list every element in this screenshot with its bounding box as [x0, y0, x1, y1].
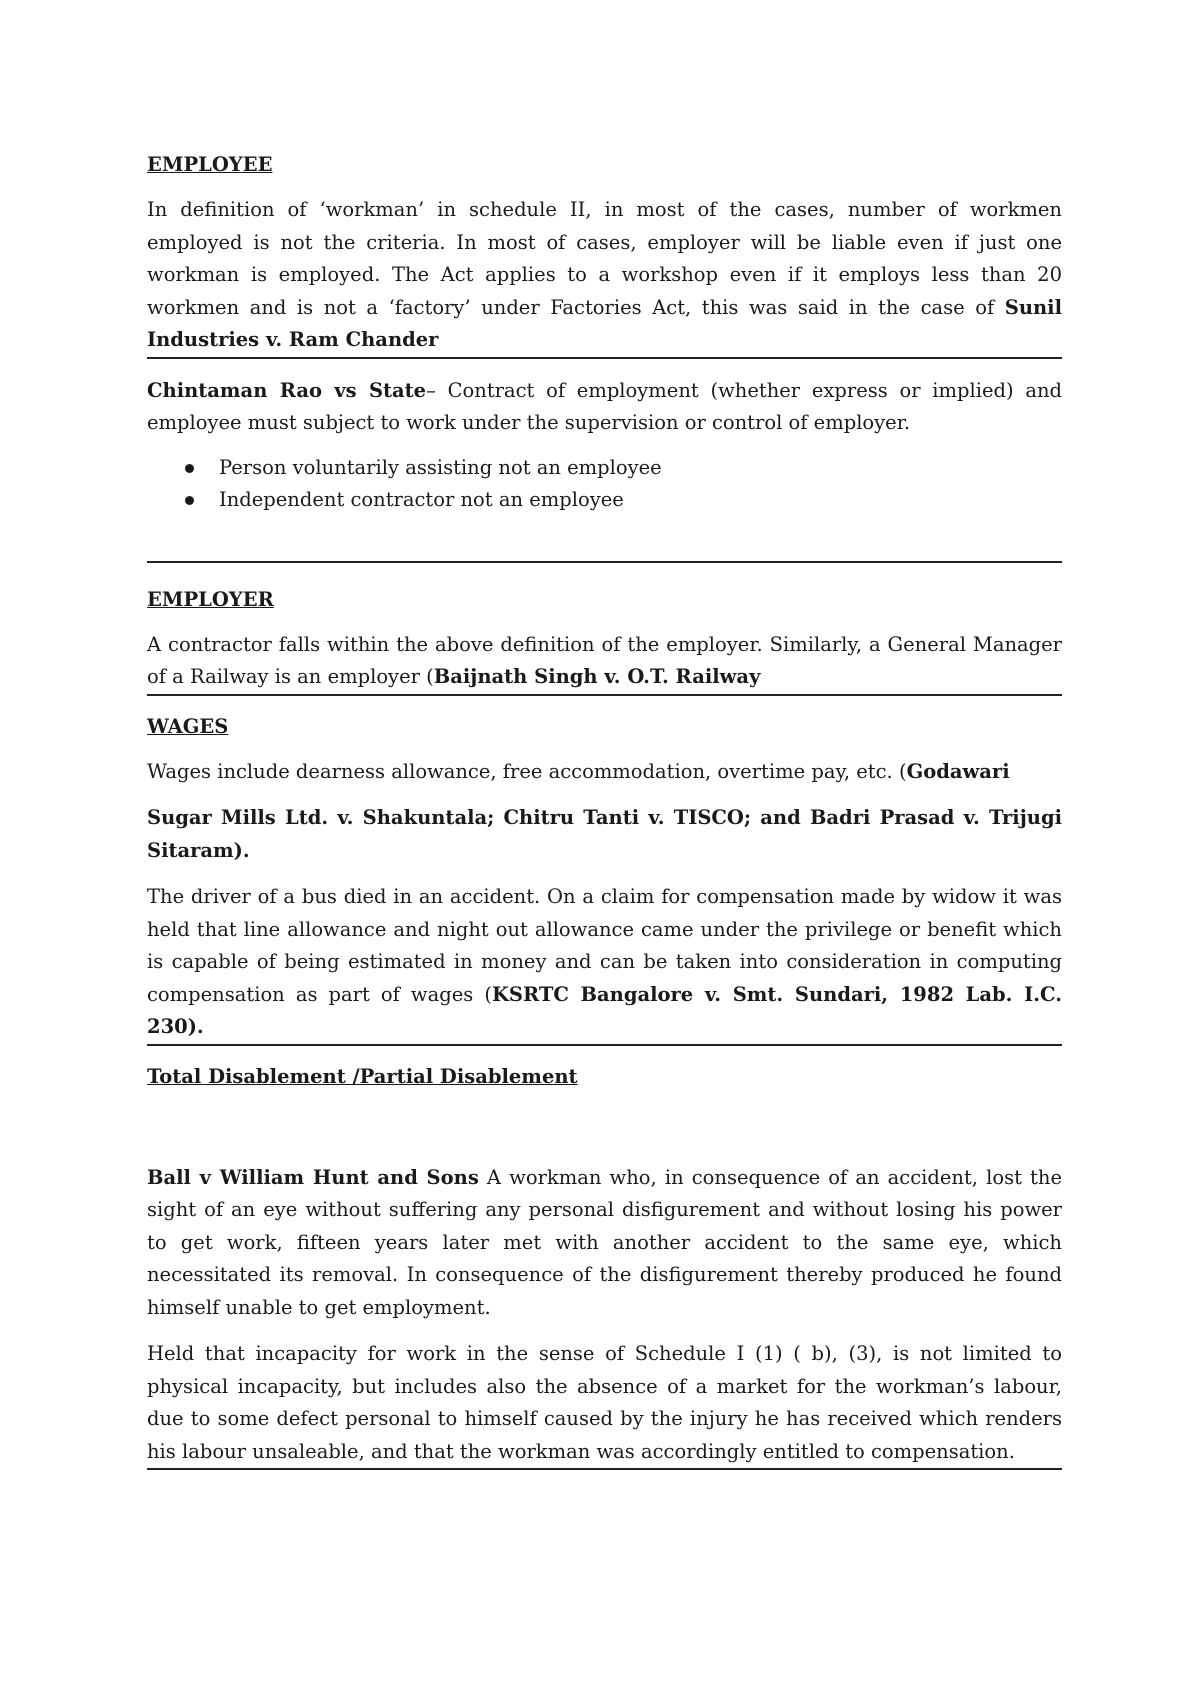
- wages-heading: WAGES: [147, 714, 229, 738]
- section-divider: [147, 1468, 1062, 1470]
- list-item: [147, 452, 1062, 484]
- wages-paragraph-text: Wages include dearness allowance, free accommodation, overtime pay, etc. (: [147, 759, 907, 783]
- spacer: [147, 516, 1062, 561]
- bullet-icon: [185, 464, 194, 473]
- list-item-text: Independent contractor not an employee: [219, 487, 624, 511]
- ksrtc-paragraph-text: The driver of a bus died in an accident. On a claim for compensation made by widow it was held that line allowance and night out allowance came under the privilege or benefit which is capable of being estimated in money and can be taken into consideration in computing compensation as part of wages (: [147, 885, 1062, 1006]
- wages-case-citation: Sugar Mills Ltd. v. Shakuntala; Chitru Tanti v. TISCO; and Badri Prasad v. Trijugi Sitaram).: [147, 806, 1062, 862]
- employer-paragraph: [147, 629, 1062, 694]
- employee-bullet-list: [147, 452, 1062, 516]
- chintaman-case-citation: Chintaman Rao vs State: [147, 378, 427, 402]
- wages-paragraph: [147, 756, 1062, 789]
- ball-paragraph-text: A workman who, in consequence of an accident, lost the sight of an eye without suffering any personal disfigurement and without losing his power to get work, fifteen years later met with another accident to the same eye, which necessitated its removal. In consequence of the disfigurement thereby produced he found himself unable to get employment.: [147, 1165, 1062, 1319]
- employer-paragraph-text: A contractor falls within the above definition of the employer. Similarly, a General Manager of a Railway is an employer (: [147, 632, 1062, 688]
- bullet-icon: [185, 496, 194, 505]
- wages-case-citation-start: Godawari: [906, 759, 1010, 783]
- employer-case-citation: Baijnath Singh v. O.T. Railway: [433, 665, 761, 688]
- employee-heading: EMPLOYEE: [147, 153, 273, 176]
- chintaman-paragraph-text: – Contract of employment (whether express or implied) and employee must subject to work under the supervision or control of employer.: [147, 378, 1062, 434]
- employee-paragraph: [147, 194, 1062, 357]
- section-divider: [147, 357, 1062, 359]
- chintaman-paragraph: [147, 375, 1062, 440]
- held-paragraph: Held that incapacity for work in the sense of Schedule I (1) ( b), (3), is not limited to physical incapacity, but includes also the absence of a market for the workman’s labour, due to some defect personal to himself caused by the injury he has received which renders his labour unsaleable, and that the workman was accordingly entitled to compensation.: [147, 1342, 1062, 1463]
- spacer: [147, 1106, 1062, 1162]
- section-divider: [147, 1044, 1062, 1046]
- document-page: [147, 150, 1062, 1486]
- employee-paragraph-text: In definition of ‘workman’ in schedule II, in most of the cases, number of workmen employed is not the criteria. In most of cases, employer will be liable even if just one workman is employed. The Act applies to a workshop even if it employs less than 20 workmen and is not a ‘factory’ under Factories Act, this was said in the case of: [147, 198, 1062, 319]
- list-item-text: Person voluntarily assisting not an employee: [219, 455, 662, 479]
- disablement-heading: Total Disablement /Partial Disablement: [147, 1064, 578, 1088]
- ball-case-citation: Ball v William Hunt and Sons: [147, 1165, 479, 1189]
- section-divider: [147, 694, 1062, 696]
- section-divider: [147, 561, 1062, 563]
- ksrtc-paragraph: [147, 881, 1062, 1044]
- list-item: [147, 484, 1062, 516]
- ball-paragraph: [147, 1162, 1062, 1325]
- ksrtc-case-citation: KSRTC Bangalore v. Smt. Sundari, 1982 Lab. I.C. 230).: [147, 982, 1062, 1038]
- employee-case-citation: Sunil Industries v. Ram Chander: [147, 295, 1062, 351]
- employer-heading: EMPLOYER: [147, 587, 274, 611]
- wages-case-paragraph: [147, 802, 1062, 867]
